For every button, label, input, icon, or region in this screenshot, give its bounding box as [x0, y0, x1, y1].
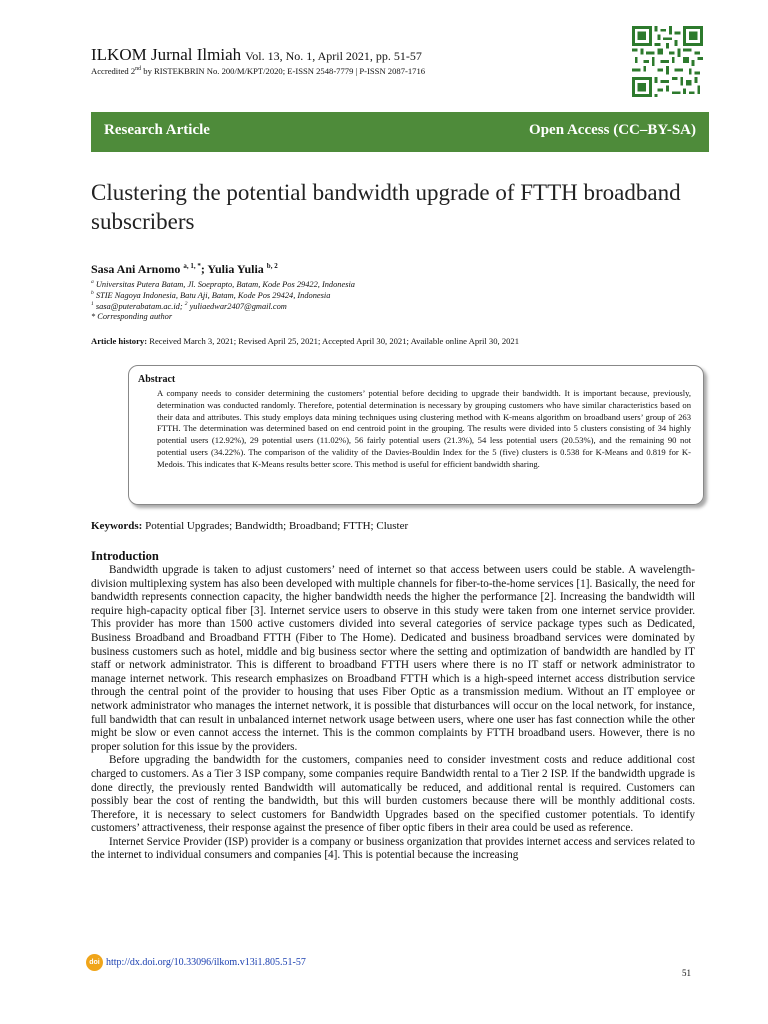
article-history [91, 336, 519, 346]
affiliation-a-text: Universitas Putera Batam, Jl. Soeprapto, Batam, Kode Pos 29422, Indonesia [93, 279, 355, 289]
author-emails [91, 301, 287, 311]
journal-name: ILKOM Jurnal Ilmiah [91, 45, 242, 64]
affiliation-b-sup: b [91, 290, 94, 296]
email-2-sup: 2 [184, 301, 188, 307]
accreditation-sup: nd [135, 66, 142, 73]
author-list [91, 262, 278, 277]
accreditation-post: by RISTEKBRIN No. 200/M/KPT/2020; E-ISSN 2548-7779 | P-ISSN 2087-1716 [141, 66, 426, 76]
volume-info: Vol. 13, No. 1, April 2021, pp. 51-57 [245, 49, 422, 63]
introduction-heading: Introduction [91, 549, 159, 563]
qr-code [632, 26, 703, 97]
doi-link[interactable]: http://dx.doi.org/10.33096/ilkom.v13i1.805.51-57 [106, 956, 306, 968]
author-1: Sasa Ani Arnomo [91, 262, 181, 276]
page-number: 51 [682, 968, 691, 978]
author-1-sup: a, 1, * [183, 262, 201, 270]
author-separator: ; [200, 262, 208, 276]
paragraph: Internet Service Provider (ISP) provider is a company or business organization that provides internet access and services related to the internet to individual consumers and companies [4]. This is potential because the increasing [91, 835, 695, 862]
keywords [91, 520, 408, 532]
keywords-text: Potential Upgrades; Bandwidth; Broadband; FTTH; Cluster [142, 520, 409, 532]
keywords-label: Keywords: [91, 520, 143, 532]
abstract-box [128, 365, 704, 505]
journal-header [91, 45, 422, 65]
open-access-label: Open Access (CC–BY-SA) [529, 122, 696, 138]
email-1-sup: 1 [91, 301, 94, 307]
doi-footer [86, 953, 306, 971]
history-dates: Received March 3, 2021; Revised April 25, 2021; Accepted April 30, 2021; Available online April 30, 2021 [147, 336, 520, 346]
doi-icon: doi [86, 954, 103, 971]
affiliation-a [91, 279, 355, 289]
accreditation-line [91, 66, 425, 76]
abstract-heading: Abstract [138, 374, 176, 385]
corresponding-author: * Corresponding author [91, 312, 173, 321]
research-article-label: Research Article [104, 122, 210, 138]
author-2-sup: b, 2 [266, 262, 278, 270]
article-type-banner [91, 112, 709, 152]
paragraph: Bandwidth upgrade is taken to adjust customers’ need of internet so that access between users could be stable. A wavelength-division multiplexing system has also been developed with multiple channels for fiber-to-the-home services [1]. Basically, the need for bandwidth represents connection capacity, the higher bandwidth needs the higher the performance [2]. Increasing the bandwidth will require high-capacity optical fiber [3]. Internet service users to observe in this study were taken from one internet service provider. This provider has more than 1500 active customers divided into several categories of service package types such as Dedicated, Business Broadband and Broadband FTTH (Fiber to The Home). Dedicated and business broadband services were dominated by business customers such as hotel, middle and big business sector where the setting and optimization of bandwidth are handled by IT staff or network administrator. This is different to broadband FTTH users where there is no IT staff or network administrator to manage internet network. This research emphasizes on Broadband FTTH which is a high-speed internet access distribution service through the central point of the provider to housing that uses Fiber Optic as a transmission medium. Without an IT employee or network administrator who manages the internet network, it is possible that disturbances will occur on the local network, for instance, full bandwidth that can result in unbalanced internet network usage between users, where one user has fast connection while the other might be slow or even cannot access the internet. This is the common complaints by FTTH broadband users. However, there is no proper solution for this issue by the providers. [91, 564, 695, 753]
history-label: Article history: [91, 336, 148, 346]
email-2: yuliaedwar2407@gmail.com [187, 301, 287, 311]
paragraph: Before upgrading the bandwidth for the customers, companies need to consider investment costs and reduce additional cost charged to customers. As a Tier 3 ISP company, some companies require Bandwidth rental to a Tier 2 ISP. If the bandwidth upgrade is done directly, the previously rented Bandwidth will automatically be reduced, and additional rental is required. Customers can possibly bear the cost of renting the bandwidth, but this will burden customers because there will be monthly additional costs. Therefore, it is necessary to select customers for Bandwidth Upgrades based on the specified customer potentials. To identify customers’ attractiveness, their response against the presence of fiber optic fibers in their area could be used as reference. [91, 754, 695, 835]
affiliation-b-text: STIE Nagoya Indonesia, Batu Aji, Batam, Kode Pos 29424, Indonesia [93, 290, 331, 300]
introduction-body [91, 564, 695, 863]
affiliation-b [91, 290, 330, 300]
author-2: Yulia Yulia [207, 262, 264, 276]
accreditation-pre: Accredited 2 [91, 66, 136, 76]
affiliation-a-sup: a [91, 279, 94, 285]
abstract-text: A company needs to consider determining the customers’ potential before deciding to upgrade their bandwidth. It is important because, previously, determination was conducted randomly. Therefore, potential determination is necessary by grouping customers who have similar characteristics based on their data and attributes. This study employs data mining techniques using clustering method with K-means algorithm on broadband users’ group of 263 FTTH. The determination was determined based on end centroid point in the grouping. The results were divided into 5 clusters consisting of 34 highly potential users (12.92%), 29 potential users (11.02%), 56 fairly potential users (21.3%), 54 less potential users (20.53%), and the remaining 90 not potential users (34.22%). The comparison of the validity of the Davies-Bouldin Index for the 5 (five) clusters is 0.538 for K-Means and 0.819 for K-Medois. This indicates that K-Means results better score. This method is useful for efficient bandwidth sharing. [157, 388, 691, 469]
paper-title: Clustering the potential bandwidth upgrade of FTTH broadband subscribers [91, 180, 681, 234]
email-1: sasa@puterabatam.ac.id; [93, 301, 185, 311]
